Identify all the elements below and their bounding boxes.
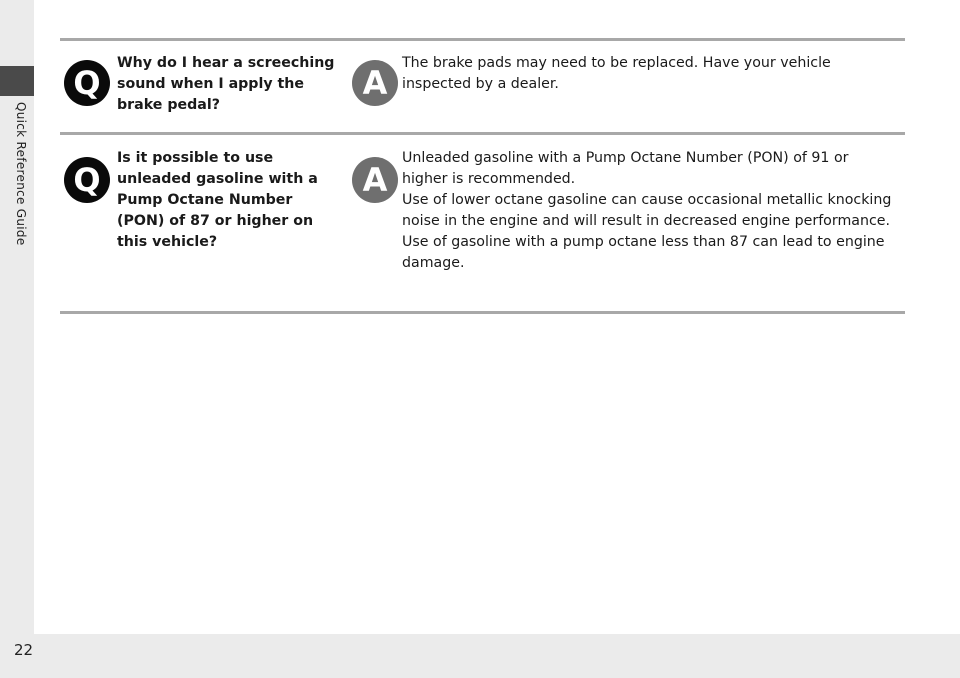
answer-line: Use of lower octane gasoline can cause occasional metallic knocking noise in the engine and will result in decreased engine performance. bbox=[402, 192, 892, 229]
faq-question-1: Why do I hear a screeching sound when I apply the brake pedal? bbox=[117, 55, 335, 113]
faq-answer-2 bbox=[402, 148, 892, 274]
question-icon: Q bbox=[64, 157, 110, 203]
section-tab-marker bbox=[0, 66, 34, 96]
section-label: Quick Reference Guide bbox=[14, 102, 28, 246]
answer-icon: A bbox=[352, 60, 398, 106]
faq-question-2: Is it possible to use unleaded gasoline with a Pump Octane Number (PON) of 87 or higher on this vehicle? bbox=[117, 150, 318, 250]
answer-line: Unleaded gasoline with a Pump Octane Number (PON) of 91 or higher is recommended. bbox=[402, 150, 849, 187]
question-icon: Q bbox=[64, 60, 110, 106]
answer-icon: A bbox=[352, 157, 398, 203]
answer-line: The brake pads may need to be replaced. Have your vehicle inspected by a dealer. bbox=[402, 55, 831, 92]
bottom-divider bbox=[60, 311, 905, 314]
page-number: 22 bbox=[14, 641, 34, 659]
top-divider bbox=[60, 38, 905, 41]
side-tab bbox=[0, 0, 34, 634]
faq-divider bbox=[60, 132, 905, 135]
answer-line: Use of gasoline with a pump octane less than 87 can lead to engine damage. bbox=[402, 234, 885, 271]
faq-answer-1 bbox=[402, 53, 862, 95]
